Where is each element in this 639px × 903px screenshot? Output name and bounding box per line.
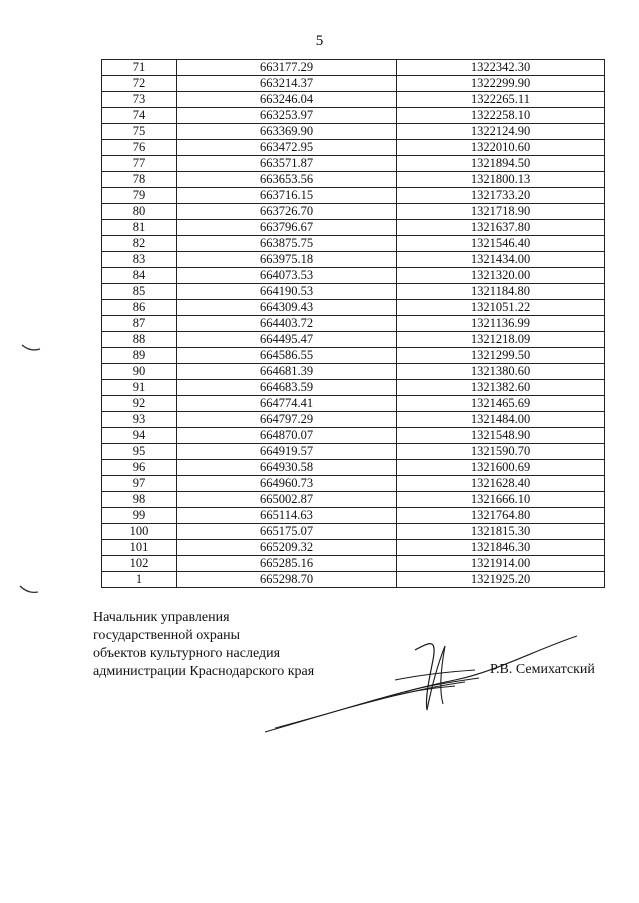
x-coordinate-cell: 664919.57 <box>177 444 397 460</box>
y-coordinate-cell: 1321465.69 <box>397 396 605 412</box>
table-row <box>102 156 605 172</box>
point-number-cell: 90 <box>102 364 177 380</box>
x-coordinate-cell: 664309.43 <box>177 300 397 316</box>
point-number-cell: 86 <box>102 300 177 316</box>
y-coordinate-cell: 1321815.30 <box>397 524 605 540</box>
y-coordinate-cell: 1321484.00 <box>397 412 605 428</box>
point-number-cell: 84 <box>102 268 177 284</box>
handwritten-signature <box>255 620 585 740</box>
y-coordinate-cell: 1322342.30 <box>397 60 605 76</box>
table-row <box>102 204 605 220</box>
table-row <box>102 92 605 108</box>
y-coordinate-cell: 1321846.30 <box>397 540 605 556</box>
table-row <box>102 284 605 300</box>
y-coordinate-cell: 1322299.90 <box>397 76 605 92</box>
y-coordinate-cell: 1321382.60 <box>397 380 605 396</box>
x-coordinate-cell: 663653.56 <box>177 172 397 188</box>
y-coordinate-cell: 1321600.69 <box>397 460 605 476</box>
table-row <box>102 476 605 492</box>
x-coordinate-cell: 663571.87 <box>177 156 397 172</box>
x-coordinate-cell: 664403.72 <box>177 316 397 332</box>
table-row <box>102 348 605 364</box>
point-number-cell: 89 <box>102 348 177 364</box>
table-row <box>102 60 605 76</box>
point-number-cell: 74 <box>102 108 177 124</box>
table-row <box>102 364 605 380</box>
y-coordinate-cell: 1321184.80 <box>397 284 605 300</box>
x-coordinate-cell: 663796.67 <box>177 220 397 236</box>
table-row <box>102 508 605 524</box>
table-row <box>102 492 605 508</box>
x-coordinate-cell: 664190.53 <box>177 284 397 300</box>
y-coordinate-cell: 1321320.00 <box>397 268 605 284</box>
y-coordinate-cell: 1322124.90 <box>397 124 605 140</box>
point-number-cell: 82 <box>102 236 177 252</box>
x-coordinate-cell: 664683.59 <box>177 380 397 396</box>
x-coordinate-cell: 665114.63 <box>177 508 397 524</box>
table-row <box>102 412 605 428</box>
table-row <box>102 124 605 140</box>
signatory-name: Р.В. Семихатский <box>490 662 595 677</box>
x-coordinate-cell: 663214.37 <box>177 76 397 92</box>
point-number-cell: 72 <box>102 76 177 92</box>
y-coordinate-cell: 1321914.00 <box>397 556 605 572</box>
point-number-cell: 76 <box>102 140 177 156</box>
point-number-cell: 93 <box>102 412 177 428</box>
table-row <box>102 444 605 460</box>
x-coordinate-cell: 664797.29 <box>177 412 397 428</box>
y-coordinate-cell: 1321733.20 <box>397 188 605 204</box>
table-row <box>102 524 605 540</box>
table-row <box>102 188 605 204</box>
x-coordinate-cell: 665002.87 <box>177 492 397 508</box>
table-row <box>102 76 605 92</box>
table-row <box>102 300 605 316</box>
table-row <box>102 172 605 188</box>
point-number-cell: 85 <box>102 284 177 300</box>
table-row <box>102 460 605 476</box>
table-row <box>102 220 605 236</box>
coordinates-table-body <box>102 60 605 588</box>
y-coordinate-cell: 1322258.10 <box>397 108 605 124</box>
table-row <box>102 252 605 268</box>
point-number-cell: 101 <box>102 540 177 556</box>
table-row <box>102 396 605 412</box>
x-coordinate-cell: 664586.55 <box>177 348 397 364</box>
point-number-cell: 1 <box>102 572 177 588</box>
x-coordinate-cell: 664960.73 <box>177 476 397 492</box>
x-coordinate-cell: 663177.29 <box>177 60 397 76</box>
x-coordinate-cell: 663253.97 <box>177 108 397 124</box>
point-number-cell: 91 <box>102 380 177 396</box>
y-coordinate-cell: 1321380.60 <box>397 364 605 380</box>
point-number-cell: 95 <box>102 444 177 460</box>
x-coordinate-cell: 664870.07 <box>177 428 397 444</box>
point-number-cell: 71 <box>102 60 177 76</box>
table-row <box>102 540 605 556</box>
table-row <box>102 332 605 348</box>
y-coordinate-cell: 1321136.99 <box>397 316 605 332</box>
x-coordinate-cell: 664681.39 <box>177 364 397 380</box>
x-coordinate-cell: 664073.53 <box>177 268 397 284</box>
coordinates-table <box>101 59 605 588</box>
binding-hole-mark-upper <box>20 343 42 353</box>
y-coordinate-cell: 1321800.13 <box>397 172 605 188</box>
table-row <box>102 268 605 284</box>
x-coordinate-cell: 665285.16 <box>177 556 397 572</box>
signatory-title-line: объектов культурного наследия <box>93 646 281 661</box>
y-coordinate-cell: 1321546.40 <box>397 236 605 252</box>
point-number-cell: 102 <box>102 556 177 572</box>
binding-hole-mark-lower <box>18 584 40 596</box>
table-row <box>102 236 605 252</box>
y-coordinate-cell: 1321628.40 <box>397 476 605 492</box>
y-coordinate-cell: 1321590.70 <box>397 444 605 460</box>
signatory-title-line: Начальник управления <box>93 610 230 625</box>
table-row <box>102 316 605 332</box>
point-number-cell: 83 <box>102 252 177 268</box>
table-row <box>102 572 605 588</box>
table-row <box>102 428 605 444</box>
y-coordinate-cell: 1321894.50 <box>397 156 605 172</box>
y-coordinate-cell: 1321051.22 <box>397 300 605 316</box>
x-coordinate-cell: 663875.75 <box>177 236 397 252</box>
page-number: 5 <box>315 33 324 49</box>
x-coordinate-cell: 665298.70 <box>177 572 397 588</box>
x-coordinate-cell: 663246.04 <box>177 92 397 108</box>
point-number-cell: 100 <box>102 524 177 540</box>
point-number-cell: 88 <box>102 332 177 348</box>
signatory-title-line: администрации Краснодарского края <box>93 664 315 679</box>
point-number-cell: 92 <box>102 396 177 412</box>
y-coordinate-cell: 1321666.10 <box>397 492 605 508</box>
point-number-cell: 77 <box>102 156 177 172</box>
x-coordinate-cell: 663716.15 <box>177 188 397 204</box>
y-coordinate-cell: 1321218.09 <box>397 332 605 348</box>
point-number-cell: 73 <box>102 92 177 108</box>
point-number-cell: 94 <box>102 428 177 444</box>
point-number-cell: 98 <box>102 492 177 508</box>
y-coordinate-cell: 1321637.80 <box>397 220 605 236</box>
y-coordinate-cell: 1321434.00 <box>397 252 605 268</box>
y-coordinate-cell: 1321925.20 <box>397 572 605 588</box>
point-number-cell: 99 <box>102 508 177 524</box>
x-coordinate-cell: 665175.07 <box>177 524 397 540</box>
x-coordinate-cell: 663369.90 <box>177 124 397 140</box>
point-number-cell: 75 <box>102 124 177 140</box>
x-coordinate-cell: 663472.95 <box>177 140 397 156</box>
point-number-cell: 80 <box>102 204 177 220</box>
point-number-cell: 79 <box>102 188 177 204</box>
table-row <box>102 108 605 124</box>
x-coordinate-cell: 664774.41 <box>177 396 397 412</box>
table-row <box>102 380 605 396</box>
y-coordinate-cell: 1322265.11 <box>397 92 605 108</box>
point-number-cell: 87 <box>102 316 177 332</box>
table-row <box>102 556 605 572</box>
table-row <box>102 140 605 156</box>
x-coordinate-cell: 663975.18 <box>177 252 397 268</box>
point-number-cell: 81 <box>102 220 177 236</box>
point-number-cell: 96 <box>102 460 177 476</box>
point-number-cell: 78 <box>102 172 177 188</box>
x-coordinate-cell: 665209.32 <box>177 540 397 556</box>
point-number-cell: 97 <box>102 476 177 492</box>
y-coordinate-cell: 1322010.60 <box>397 140 605 156</box>
x-coordinate-cell: 664495.47 <box>177 332 397 348</box>
y-coordinate-cell: 1321548.90 <box>397 428 605 444</box>
y-coordinate-cell: 1321718.90 <box>397 204 605 220</box>
signatory-title-line: государственной охраны <box>93 628 241 643</box>
y-coordinate-cell: 1321299.50 <box>397 348 605 364</box>
x-coordinate-cell: 664930.58 <box>177 460 397 476</box>
y-coordinate-cell: 1321764.80 <box>397 508 605 524</box>
x-coordinate-cell: 663726.70 <box>177 204 397 220</box>
